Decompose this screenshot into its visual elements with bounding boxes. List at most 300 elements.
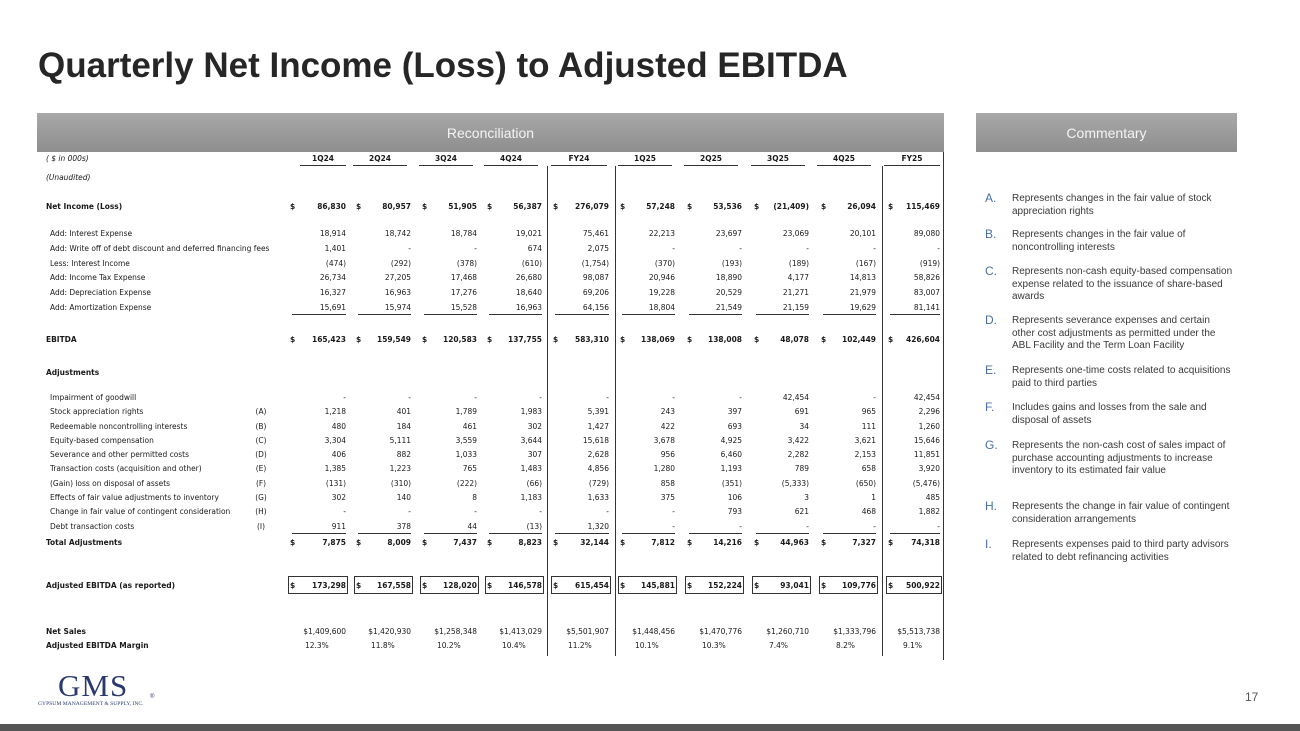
table-cell: 165,423 [312,334,346,344]
table-cell: - [474,392,477,402]
table-cell: 4,856 [587,463,609,473]
row-label: Total Adjustments [46,537,123,547]
col-header-1q25: 1Q25 [618,152,672,166]
col-header-2q24: 2Q24 [353,152,407,166]
subtotal-rule [622,314,675,315]
dollar-sign: $ [422,580,428,590]
table-cell: 691 [794,406,809,416]
table-cell: 53,536 [713,201,742,211]
dollar-sign: $ [888,580,894,590]
table-cell: - [937,521,940,531]
commentary-letter: B. [985,227,997,241]
table-cell: 2,075 [587,243,609,253]
row-label: Debt transaction costs [50,521,135,531]
table-cell: 621 [794,506,809,516]
table-cell: $1,409,600 [303,626,346,636]
table-cell: 1,385 [324,463,346,473]
dollar-sign: $ [620,537,626,547]
units-label: ( $ in 000s) [46,153,89,163]
row-label: Add: Depreciation Expense [50,287,151,297]
table-cell: 6,460 [720,449,742,459]
table-row-contingent [42,505,944,518]
commentary-header: Commentary [976,113,1237,152]
row-label: Redeemable noncontrolling interests [50,421,188,431]
table-cell: 19,629 [849,302,876,312]
table-cell: 1,193 [720,463,742,473]
table-cell: $1,448,456 [632,626,675,636]
table-cell: 1,320 [587,521,609,531]
col-header-fy25: FY25 [884,152,940,166]
table-cell: (378) [456,258,477,268]
table-cell: 14,813 [849,272,876,282]
table-cell: 1,401 [324,243,346,253]
table-cell: 397 [727,406,742,416]
table-cell: 2,153 [854,449,876,459]
company-logo [38,670,178,710]
table-row-amortization [42,301,944,314]
table-cell: 128,020 [443,580,477,590]
table-cell: 15,974 [384,302,411,312]
row-label: Add: Income Tax Expense [50,272,146,282]
table-cell: (193) [721,258,742,268]
table-row-net-sales [42,625,944,638]
table-cell: 307 [527,449,542,459]
col-header-2q25: 2Q25 [684,152,738,166]
footnote-ref: (A) [255,406,267,416]
commentary-text: Represents the non-cash cost of sales impact of purchase accounting adjustments to increase inventory to its estimated fair value [1012,440,1226,476]
table-cell: 3 [804,492,809,502]
table-cell: - [873,521,876,531]
subtotal-rule [622,533,675,534]
dollar-sign: $ [620,201,626,211]
table-cell: 89,080 [913,228,940,238]
dollar-sign: $ [620,334,626,344]
subtotal-rule [292,533,346,534]
dollar-sign: $ [821,201,827,211]
table-row-write-off [42,242,944,255]
table-cell: 26,094 [847,201,876,211]
commentary-letter: C. [985,264,997,278]
table-cell: 26,680 [515,272,542,282]
dollar-sign: $ [687,580,693,590]
table-cell: 9.1% [903,640,922,650]
table-cell: 500,922 [906,580,940,590]
commentary-text: Represents non-cash equity-based compensation expense related to the issuance of share-based awards [1012,266,1233,302]
dollar-sign: $ [290,334,296,344]
row-label: Equity-based compensation [50,435,154,445]
table-cell: $5,501,907 [566,626,609,636]
table-row-gain-loss [42,477,944,490]
dollar-sign: $ [290,580,296,590]
subtotal-rule [756,533,809,534]
table-cell: - [806,243,809,253]
subtotal-rule [424,314,477,315]
table-cell: 1,483 [520,463,542,473]
table-cell: 23,697 [715,228,742,238]
table-cell: 64,156 [582,302,609,312]
table-cell: 3,621 [854,435,876,445]
table-cell: 34 [799,421,809,431]
table-cell: 15,528 [450,302,477,312]
table-cell: 1,633 [587,492,609,502]
table-cell: 7,327 [852,537,876,547]
table-cell: 167,558 [377,580,411,590]
table-cell: - [343,392,346,402]
table-cell: (919) [919,258,940,268]
table-cell: 20,101 [849,228,876,238]
footnote-ref: (H) [255,506,267,516]
table-cell: - [672,506,675,516]
table-cell: - [539,506,542,516]
table-cell: 98,087 [582,272,609,282]
table-cell: 3,422 [787,435,809,445]
commentary-text: Includes gains and losses from the sale and disposal of assets [1012,402,1207,426]
table-cell: 11.8% [371,640,395,650]
table-cell: - [806,521,809,531]
dollar-sign: $ [754,537,760,547]
table-cell: 159,549 [377,334,411,344]
table-cell: 8,823 [518,537,542,547]
table-cell: 401 [396,406,411,416]
page-number: 17 [1245,690,1259,704]
subtotal-rule [890,533,940,534]
table-cell: (167) [855,258,876,268]
table-cell: 1,983 [520,406,542,416]
adjustments-heading: Adjustments [46,367,100,377]
table-cell: 378 [396,521,411,531]
table-cell: 2,282 [787,449,809,459]
subtotal-rule [292,314,346,315]
table-cell: - [408,506,411,516]
dollar-sign: $ [422,201,428,211]
row-label: Stock appreciation rights [50,406,144,416]
table-cell: - [873,392,876,402]
table-row-interest-expense [42,227,944,240]
table-cell: (351) [721,478,742,488]
table-cell: 17,468 [450,272,477,282]
total-box [354,576,413,594]
table-cell: 11,851 [913,449,940,459]
table-cell: 102,449 [842,334,876,344]
table-cell: 956 [660,449,675,459]
table-cell: 480 [331,421,346,431]
row-label: Add: Amortization Expense [50,302,152,312]
table-cell: 422 [660,421,675,431]
table-cell: 152,224 [708,580,742,590]
table-cell: (21,409) [773,201,809,211]
table-cell: 302 [527,421,542,431]
commentary-letter: E. [985,363,997,377]
commentary-text: Represents the change in fair value of contingent consideration arrangements [1012,501,1230,525]
dollar-sign: $ [356,580,362,590]
table-cell: 18,890 [715,272,742,282]
commentary-letter: F. [985,400,995,414]
table-cell: 56,387 [513,201,542,211]
footnote-ref: (G) [255,492,267,502]
table-cell: 11.2% [568,640,592,650]
table-cell: 69,206 [582,287,609,297]
table-cell: 138,008 [708,334,742,344]
footer-bar [0,724,1300,731]
table-cell: 965 [861,406,876,416]
col-header-4q24: 4Q24 [484,152,538,166]
table-cell: 5,391 [587,406,609,416]
table-cell: - [739,392,742,402]
table-cell: 173,298 [312,580,346,590]
dollar-sign: $ [487,580,493,590]
table-cell: 10.4% [502,640,526,650]
table-cell: 106 [727,492,742,502]
table-cell: 693 [727,421,742,431]
table-header-row [42,152,944,165]
reconciliation-header: Reconciliation [37,113,944,152]
table-cell: - [672,392,675,402]
table-cell: (310) [390,478,411,488]
table-cell: 615,454 [575,580,609,590]
dollar-sign: $ [487,201,493,211]
subtotal-rule [823,314,876,315]
total-box [551,576,611,594]
dollar-sign: $ [888,201,894,211]
dollar-sign: $ [356,537,362,547]
dollar-sign: $ [422,537,428,547]
total-box [819,576,878,594]
table-cell: (729) [588,478,609,488]
dollar-sign: $ [821,334,827,344]
logo-registered-mark: ® [150,694,155,700]
row-label: Transaction costs (acquisition and other) [50,463,202,473]
subtotal-rule [489,533,542,534]
table-cell: - [873,243,876,253]
total-box [752,576,811,594]
table-cell: (131) [325,478,346,488]
table-cell: 485 [925,492,940,502]
table-cell: 18,640 [515,287,542,297]
table-cell: 15,646 [913,435,940,445]
row-label: Adjusted EBITDA (as reported) [46,580,176,590]
column-divider [882,166,883,656]
table-cell: 1,033 [455,449,477,459]
commentary-letter: G. [985,438,998,452]
table-cell: 145,881 [641,580,675,590]
table-cell: 19,021 [515,228,542,238]
table-cell: 81,141 [913,302,940,312]
row-label: (Gain) loss on disposal of assets [50,478,171,488]
table-cell: 461 [462,421,477,431]
subtotal-rule [890,314,940,315]
subtotal-rule [555,314,609,315]
footnote-ref: (E) [255,463,267,473]
table-cell: 468 [861,506,876,516]
table-row-total-adj [42,536,944,549]
table-cell: 22,213 [648,228,675,238]
dollar-sign: $ [754,334,760,344]
table-cell: 1,789 [455,406,477,416]
row-label: Effects of fair value adjustments to inventory [50,492,219,502]
table-row-impairment [42,391,944,404]
table-cell: 21,159 [782,302,809,312]
dollar-sign: $ [487,334,493,344]
table-cell: 115,469 [906,201,940,211]
table-cell: (5,476) [912,478,940,488]
dollar-sign: $ [553,580,559,590]
table-cell: 83,007 [913,287,940,297]
table-cell: 911 [331,521,346,531]
table-row-noncontrolling [42,420,944,433]
total-box [618,576,677,594]
commentary-letter: I. [985,537,992,551]
table-cell: 8 [472,492,477,502]
table-cell: $1,420,930 [368,626,411,636]
adjustments-heading-row [42,366,944,379]
table-cell: 3,644 [520,435,542,445]
table-cell: 1,260 [918,421,940,431]
table-cell: 58,826 [913,272,940,282]
table-cell: 20,529 [715,287,742,297]
row-label: Adjusted EBITDA Margin [46,640,149,650]
table-cell: 44,963 [780,537,809,547]
subtotal-rule [823,533,876,534]
footnote-ref: (I) [256,521,266,531]
table-cell: 793 [727,506,742,516]
table-cell: 21,979 [849,287,876,297]
table-cell: - [672,521,675,531]
table-cell: 858 [660,478,675,488]
table-cell: 8,009 [387,537,411,547]
table-cell: 48,078 [780,334,809,344]
table-cell: 4,177 [787,272,809,282]
table-cell: 7,812 [651,537,675,547]
table-cell: (370) [654,258,675,268]
table-cell: - [672,243,675,253]
table-cell: 18,742 [384,228,411,238]
table-row-debt-costs [42,520,944,533]
table-cell: 93,041 [780,580,809,590]
table-cell: (66) [526,478,542,488]
dollar-sign: $ [687,334,693,344]
table-cell: 2,296 [918,406,940,416]
row-label: EBITDA [46,334,77,344]
table-cell: - [408,243,411,253]
table-cell: (474) [325,258,346,268]
table-cell: $1,413,029 [499,626,542,636]
dollar-sign: $ [888,334,894,344]
table-right-border [943,152,944,660]
dollar-sign: $ [888,537,894,547]
table-cell: - [343,506,346,516]
table-cell: - [606,506,609,516]
table-cell: (610) [521,258,542,268]
subtotal-rule [358,314,411,315]
table-cell: 111 [861,421,876,431]
table-cell: 3,920 [918,463,940,473]
table-cell: - [539,392,542,402]
commentary-letter: D. [985,313,997,327]
table-cell: $5,513,738 [897,626,940,636]
column-divider [615,166,616,656]
col-header-4q25: 4Q25 [817,152,871,166]
table-cell: 10.3% [702,640,726,650]
dollar-sign: $ [687,537,693,547]
row-label: Add: Interest Expense [50,228,133,238]
table-cell: $1,333,796 [833,626,876,636]
table-cell: 3,678 [653,435,675,445]
row-label: Impairment of goodwill [50,392,137,402]
table-cell: 3,304 [324,435,346,445]
row-label: Add: Write off of debt discount and deferred financing fees [50,243,270,253]
table-cell: 21,271 [782,287,809,297]
table-cell: $1,470,776 [699,626,742,636]
table-cell: 15,691 [319,302,346,312]
table-cell: 18,914 [319,228,346,238]
table-cell: 1,882 [918,506,940,516]
table-cell: 18,784 [450,228,477,238]
table-cell: 137,755 [508,334,542,344]
table-cell: 10.1% [635,640,659,650]
table-cell: - [606,392,609,402]
column-divider [547,166,548,656]
table-cell: - [739,243,742,253]
table-cell: 26,734 [319,272,346,282]
total-box [685,576,744,594]
table-cell: 10.2% [437,640,461,650]
dollar-sign: $ [290,201,296,211]
table-cell: 19,228 [648,287,675,297]
page-title: Quarterly Net Income (Loss) to Adjusted EBITDA [38,46,848,85]
table-cell: 57,248 [646,201,675,211]
dollar-sign: $ [422,334,428,344]
dollar-sign: $ [821,537,827,547]
dollar-sign: $ [487,537,493,547]
table-cell: 1,427 [587,421,609,431]
footnote-ref: (C) [255,435,267,445]
table-cell: (1,754) [581,258,609,268]
table-cell: 426,604 [906,334,940,344]
row-label: Net Sales [46,626,86,636]
table-cell: $1,260,710 [766,626,809,636]
table-cell: 16,327 [319,287,346,297]
table-cell: $1,258,348 [434,626,477,636]
row-label: Severance and other permitted costs [50,449,189,459]
table-cell: 120,583 [443,334,477,344]
table-cell: 276,079 [575,201,609,211]
table-cell: 765 [462,463,477,473]
table-cell: 75,461 [582,228,609,238]
table-row-inventory [42,491,944,504]
table-cell: 7.4% [769,640,788,650]
table-cell: 80,957 [382,201,411,211]
dollar-sign: $ [553,334,559,344]
dollar-sign: $ [754,580,760,590]
table-cell: 1 [871,492,876,502]
dollar-sign: $ [620,580,626,590]
table-cell: 21,549 [715,302,742,312]
table-cell: 14,216 [713,537,742,547]
table-cell: 42,454 [782,392,809,402]
table-cell: 42,454 [913,392,940,402]
col-header-3q25: 3Q25 [751,152,805,166]
table-cell: 18,804 [648,302,675,312]
table-cell: 302 [331,492,346,502]
table-cell: - [408,392,411,402]
table-row-stock-rights [42,405,944,418]
table-row-net-income [42,200,944,213]
dollar-sign: $ [553,201,559,211]
subtotal-rule [756,314,809,315]
commentary-letter: A. [985,191,997,205]
table-row-equity-comp [42,434,944,447]
table-cell: 140 [396,492,411,502]
